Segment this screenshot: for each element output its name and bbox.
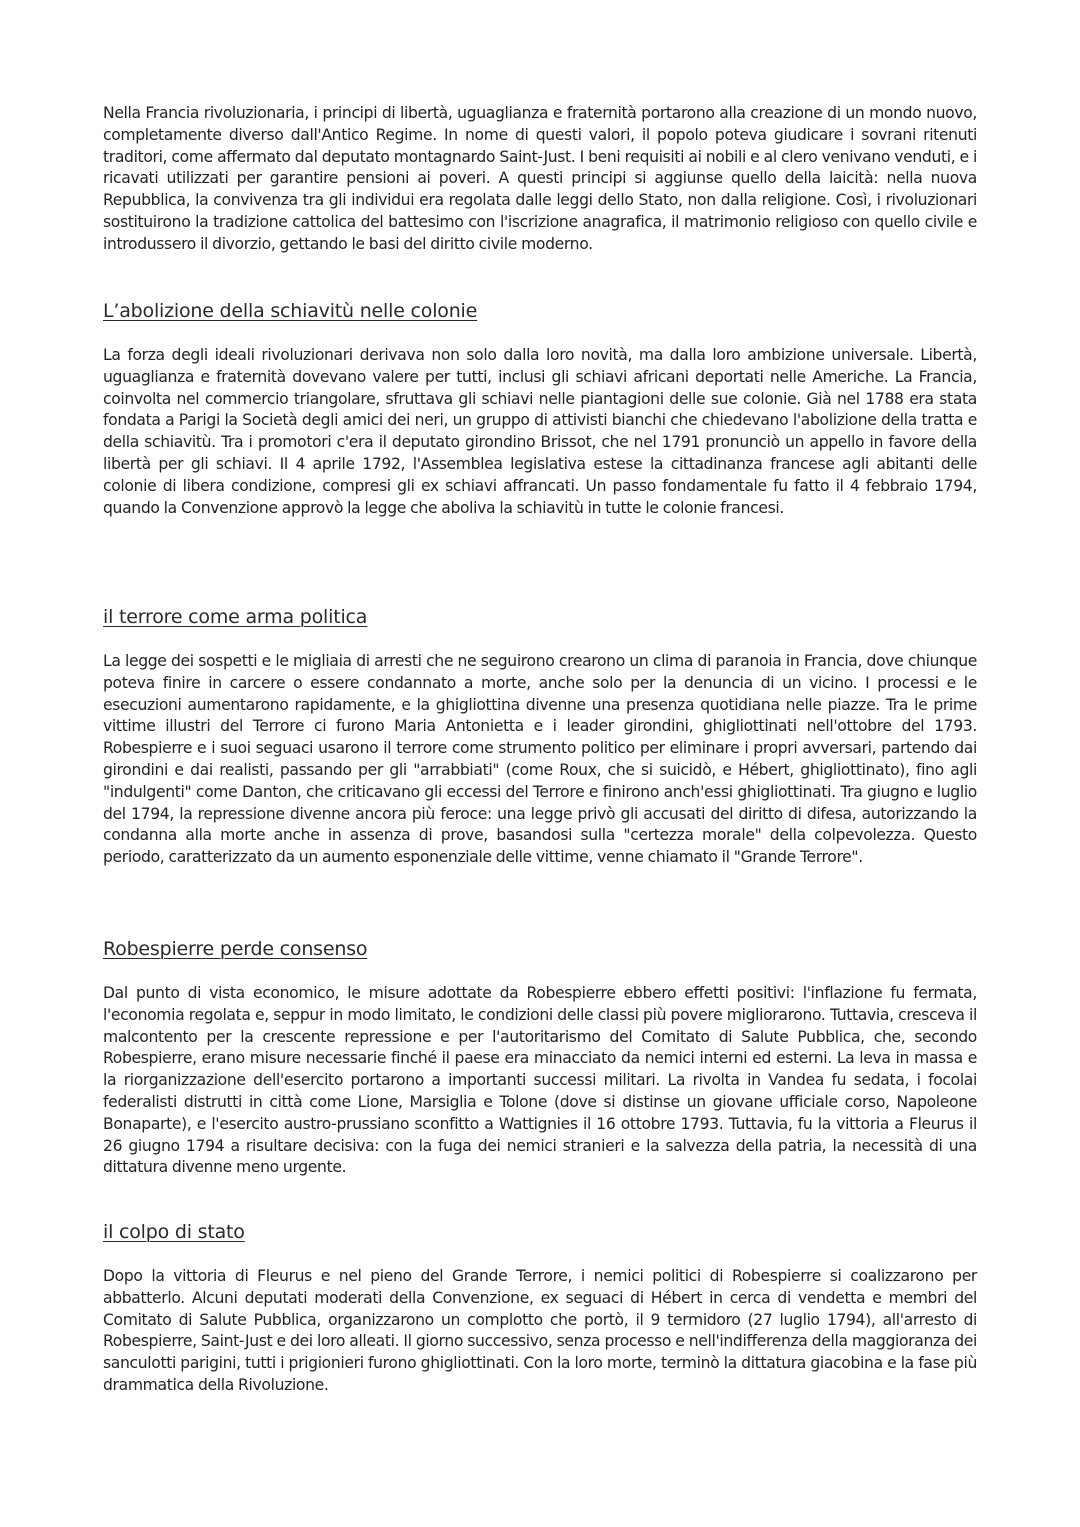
intro-section <box>103 103 977 256</box>
section-heading: Robespierre perde consenso <box>103 938 368 960</box>
section-heading: L’abolizione della schiavitù nelle colonie <box>103 300 478 322</box>
section-terrore-arma-politica <box>103 605 977 869</box>
section-paragraph: La legge dei sospetti e le migliaia di arresti che ne seguirono crearono un clima di paranoia in Francia, dove chiunque poteva finire in carcere o essere condannato a morte, anche solo per la denuncia di un vicino. I processi e le esecuzioni aumentarono rapidamente, e la ghigliottina divenne una presenza quotidiana nelle piazze. Tra le prime vittime illustri del Terrore ci furono Maria Antonietta e i leader girondini, ghigliottinati nell'ottobre del 1793. Robespierre e i suoi seguaci usarono il terrore come strumento politico per eliminare i propri avversari, partendo dai girondini e dai realisti, passando per gli "arrabbiati" (come Roux, che si suicidò, e Hébert, ghigliottinato), fino agli "indulgenti" come Danton, che criticavano gli eccessi del Terrore e finirono anch'essi ghigliottinati. Tra giugno e luglio del 1794, la repressione divenne ancora più feroce: una legge privò gli accusati del diritto di difesa, autorizzando la condanna alla morte anche in assenza di prove, basandosi sulla "certezza morale" della colpevolezza. Questo periodo, caratterizzato da un aumento esponenziale delle vittime, venne chiamato il "Grande Terrore". <box>103 652 977 867</box>
section-paragraph: Dal punto di vista economico, le misure adottate da Robespierre ebbero effetti positivi: l'inflazione fu fermata, l'economia regolata e, seppur in modo limitato, le condizioni delle classi più povere migliorarono. Tuttavia, cresceva il malcontento per la crescente repressione e per l'autoritarismo del Comitato di Salute Pubblica, che, secondo Robespierre, erano misure necessarie finché il paese era minacciato da nemici interni ed esterni. La leva in massa e la riorganizzazione dell'esercito portarono a importanti successi militari. La rivolta in Vandea fu sedata, i focolai federalisti distrutti in città come Lione, Marsiglia e Tolone (dove si distinse un giovane ufficiale corso, Napoleone Bonaparte), e l'esercito austro-prussiano sconfitto a Wattignies il 16 ottobre 1793. Tuttavia, fu la vittoria a Fleurus il 26 giugno 1794 a risultare decisiva: con la fuga dei nemici stranieri e la salvezza della patria, la necessità di una dittatura divenne meno urgente. <box>103 984 977 1177</box>
section-robespierre-perde-consenso <box>103 937 977 1179</box>
section-colpo-di-stato <box>103 1220 977 1397</box>
intro-paragraph: Nella Francia rivoluzionaria, i principi di libertà, uguaglianza e fraternità portarono alla creazione di un mondo nuovo, completamente diverso dall'Antico Regime. In nome di questi valori, il popolo poteva giudicare i sovrani ritenuti traditori, come affermato dal deputato montagnardo Saint-Just. I beni requisiti ai nobili e al clero venivano venduti, e i ricavati utilizzati per garantire pensioni ai poveri. A questi principi si aggiunse quello della laicità: nella nuova Repubblica, la convivenza tra gli individui era regolata dalle leggi dello Stato, non dalla religione. Così, i rivoluzionari sostituirono la tradizione cattolica del battesimo con l'iscrizione anagrafica, il matrimonio religioso con quello civile e introdussero il divorzio, gettando le basi del diritto civile moderno. <box>103 104 977 253</box>
section-abolizione-schiavitu <box>103 299 977 519</box>
section-paragraph: La forza degli ideali rivoluzionari derivava non solo dalla loro novità, ma dalla loro ambizione universale. Libertà, uguaglianza e fraternità dovevano valere per tutti, inclusi gli schiavi africani deportati nelle Americhe. La Francia, coinvolta nel commercio triangolare, sfruttava gli schiavi nelle piantagioni delle sue colonie. Già nel 1788 era stata fondata a Parigi la Società degli amici dei neri, un gruppo di attivisti bianchi che chiedevano l'abolizione della tratta e della schiavitù. Tra i promotori c'era il deputato girondino Brissot, che nel 1791 pronunciò un appello in favore della libertà per gli schiavi. Il 4 aprile 1792, l'Assemblea legislativa estese la cittadinanza francese agli abitanti delle colonie di libera condizione, compresi gli ex schiavi affrancati. Un passo fondamentale fu fatto il 4 febbraio 1794, quando la Convenzione approvò la legge che aboliva la schiavitù in tutte le colonie francesi. <box>103 346 977 517</box>
section-paragraph: Dopo la vittoria di Fleurus e nel pieno del Grande Terrore, i nemici politici di Robespierre si coalizzarono per abbatterlo. Alcuni deputati moderati della Convenzione, ex seguaci di Hébert in cerca di vendetta e membri del Comitato di Salute Pubblica, organizzarono un complotto che portò, il 9 termidoro (27 luglio 1794), all'arresto di Robespierre, Saint-Just e dei loro alleati. Il giorno successivo, senza processo e nell'indifferenza della maggioranza dei sanculotti parigini, tutti i prigionieri furono ghigliottinati. Con la loro morte, terminò la dittatura giacobina e la fase più drammatica della Rivoluzione. <box>103 1267 977 1394</box>
section-heading: il colpo di stato <box>103 1221 245 1243</box>
section-heading: il terrore come arma politica <box>103 606 368 628</box>
